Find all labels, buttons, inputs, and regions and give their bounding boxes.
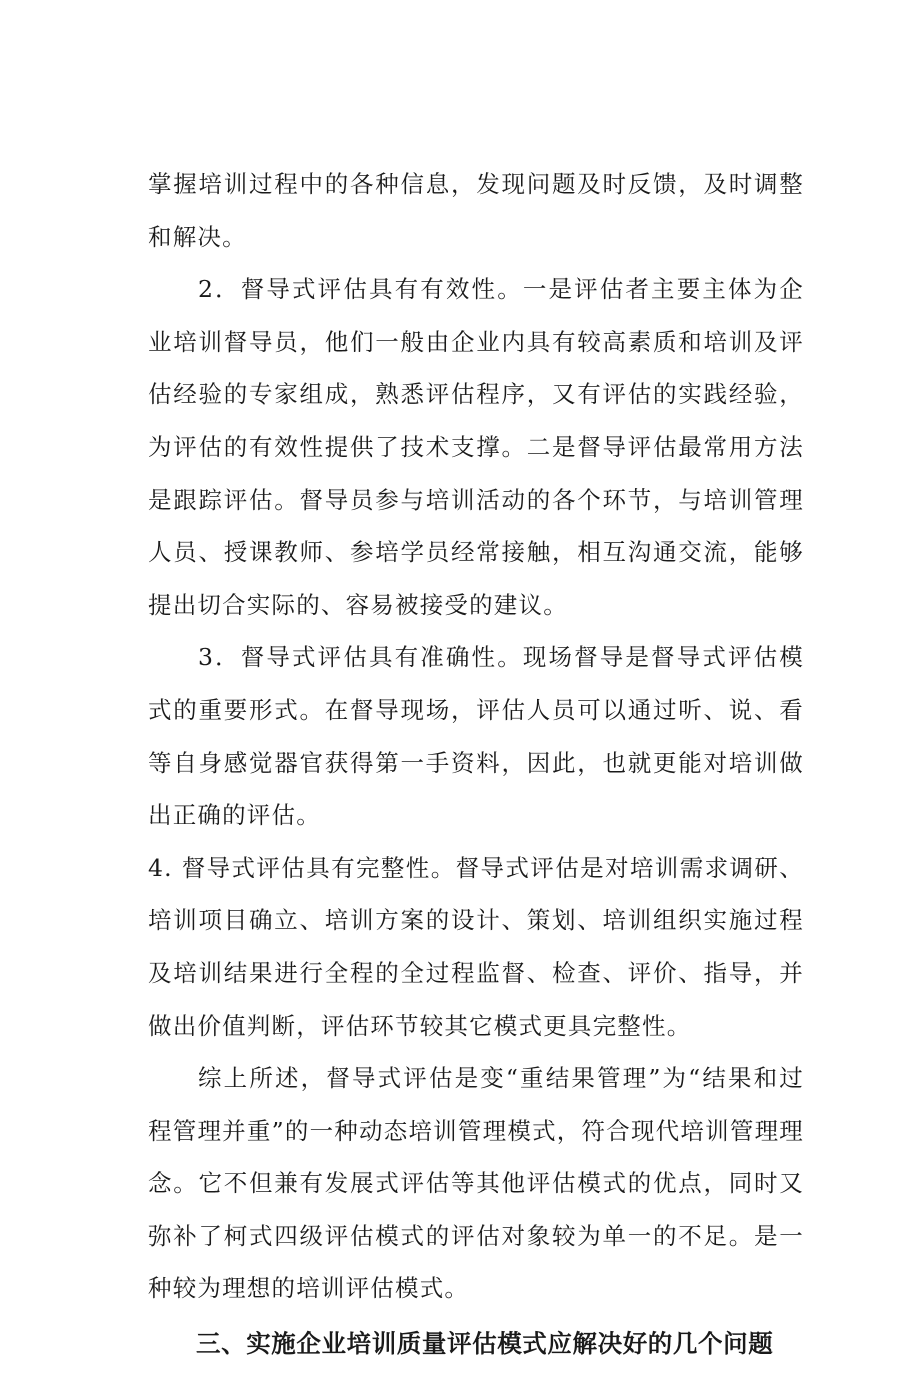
section-heading: 三、实施企业培训质量评估模式应解决好的几个问题 bbox=[196, 1329, 774, 1359]
paragraph-effectiveness: 2．督导式评估具有有效性。一是评估者主要主体为企业培训督导员，他们一般由企业内具有较高素质和培训及评估经验的专家组成，熟悉评估程序，又有评估的实践经验，为评估的有效性提供了技术支撑。二是督导评估最常用方法是跟踪评估。督导员参与培训活动的各个环节，与培训管理人员、授课教师、参培学员经常接触，相互沟通交流，能够提出切合实际的、容易被接受的建议。 bbox=[148, 275, 804, 619]
paragraph-accuracy: 3．督导式评估具有准确性。现场督导是督导式评估模式的重要形式。在督导现场，评估人员可以通过听、说、看等自身感觉器官获得第一手资料，因此，也就更能对培训做出正确的评估。 bbox=[148, 643, 804, 830]
paragraph-summary: 综上所述，督导式评估是变“重结果管理”为“结果和过程管理并重”的一种动态培训管理模式，符合现代培训管理理念。它不但兼有发展式评估等其他评估模式的优点，同时又弥补了柯式四级评估模式的评估对象较为单一的不足。是一种较为理想的培训评估模式。 bbox=[148, 1064, 804, 1303]
paragraph-completeness: 4. 督导式评估具有完整性。督导式评估是对培训需求调研、培训项目确立、培训方案的设计、策划、培训组织实施过程及培训结果进行全程的全过程监督、检查、评价、指导，并做出价值判断，评估环节较其它模式更具完整性。 bbox=[148, 853, 804, 1040]
paragraph-continuation: 掌握培训过程中的各种信息，发现问题及时反馈，及时调整和解决。 bbox=[148, 170, 804, 251]
document-page bbox=[148, 158, 804, 1373]
